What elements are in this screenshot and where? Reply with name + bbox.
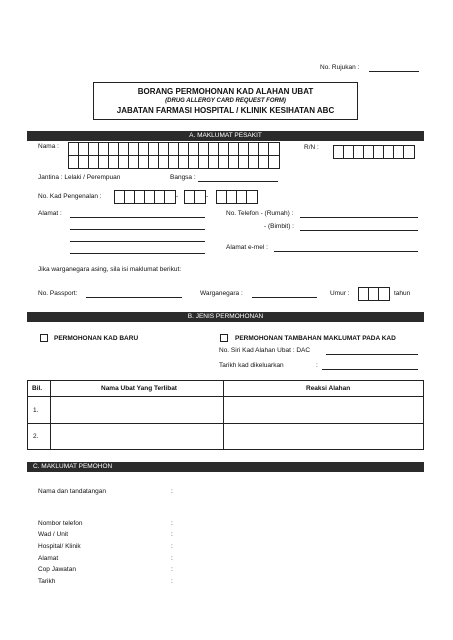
char-box[interactable] <box>269 143 279 155</box>
card-issued-field[interactable] <box>322 369 418 370</box>
form-title: BORANG PERMOHONAN KAD ALAHAN UBAT <box>137 87 314 96</box>
table-row-1-number: 1. <box>33 407 39 414</box>
char-box[interactable] <box>169 156 179 168</box>
char-box[interactable] <box>227 191 237 203</box>
table-row-2-reaction-cell[interactable] <box>224 424 423 449</box>
char-box[interactable] <box>189 156 199 168</box>
ic-label: No. Kad Pengenalan : <box>38 193 102 200</box>
char-box[interactable] <box>145 191 155 203</box>
reference-number-label: No. Rujukan : <box>320 64 360 71</box>
applicant-stamp-label: Cop Jawatan <box>38 566 76 573</box>
card-issued-colon: : <box>316 362 318 369</box>
section-a-header <box>27 131 424 141</box>
char-box[interactable] <box>79 143 89 155</box>
applicant-address-colon: : <box>171 555 173 562</box>
passport-field[interactable] <box>86 297 182 298</box>
char-box[interactable] <box>125 191 135 203</box>
tel-rumah-field[interactable] <box>300 217 418 218</box>
char-box[interactable] <box>69 143 79 155</box>
char-box[interactable] <box>99 143 109 155</box>
char-box[interactable] <box>89 143 99 155</box>
warganegara-label: Warganegara : <box>200 290 243 297</box>
char-box[interactable] <box>269 156 279 168</box>
alamat-label: Alamat : <box>38 210 62 217</box>
email-label: Alamat e-mel : <box>226 244 268 251</box>
nama-boxes-row-2[interactable] <box>68 155 280 169</box>
table-row-1-drug-cell[interactable] <box>51 397 223 423</box>
char-box[interactable] <box>129 143 139 155</box>
applicant-date-colon: : <box>171 578 173 585</box>
table-header-reaction: Reaksi Alahan <box>306 385 351 392</box>
char-box[interactable] <box>239 156 249 168</box>
table-row-2-number: 2. <box>33 433 39 440</box>
umur-boxes[interactable] <box>358 287 390 301</box>
char-box[interactable] <box>155 191 165 203</box>
char-box[interactable] <box>149 156 159 168</box>
char-box[interactable] <box>149 143 159 155</box>
char-box[interactable] <box>217 191 227 203</box>
rn-label: R/N : <box>304 144 319 151</box>
char-box[interactable] <box>69 156 79 168</box>
char-box[interactable] <box>195 191 205 203</box>
char-box[interactable] <box>119 156 129 168</box>
tel-rumah-label: No. Telefon - (Rumah) : <box>226 210 294 217</box>
char-box[interactable] <box>159 143 169 155</box>
ic-dash-2: - <box>206 193 209 200</box>
char-box[interactable] <box>119 143 129 155</box>
jantina-label: Jantina : Lelaki / Perempuan <box>38 174 121 181</box>
char-box[interactable] <box>344 146 354 158</box>
reference-number-field[interactable] <box>369 71 419 72</box>
section-b-header <box>27 312 424 322</box>
additional-info-checkbox[interactable] <box>220 334 228 342</box>
char-box[interactable] <box>239 143 249 155</box>
drug-allergy-table <box>27 380 424 450</box>
card-issued-label: Tarikh kad dikeluarkan <box>219 362 284 369</box>
char-box[interactable] <box>189 143 199 155</box>
alamat-line-3[interactable] <box>70 241 205 242</box>
char-box[interactable] <box>159 156 169 168</box>
ic-boxes-part-2[interactable] <box>184 190 209 204</box>
char-box[interactable] <box>384 146 394 158</box>
char-box[interactable] <box>229 156 239 168</box>
nama-label: Nama : <box>38 143 59 150</box>
char-box[interactable] <box>237 191 247 203</box>
tahun-label: tahun <box>394 290 411 297</box>
char-box[interactable] <box>259 156 269 168</box>
char-box[interactable] <box>379 288 389 300</box>
section-b-title: B. JENIS PERMOHONAN <box>187 313 264 320</box>
applicant-name-label: Nama dan tandatangan <box>38 488 106 495</box>
char-box[interactable] <box>209 156 219 168</box>
table-row-1-reaction-cell[interactable] <box>224 397 423 423</box>
section-c-title: C. MAKLUMAT PEMOHON <box>33 463 113 470</box>
section-a-title: A. MAKLUMAT PESAKIT <box>189 132 262 139</box>
char-box[interactable] <box>229 143 239 155</box>
tel-bimbit-field[interactable] <box>300 230 418 231</box>
ic-dash-1: - <box>176 193 179 200</box>
char-box[interactable] <box>199 156 209 168</box>
foreign-note: Jika warganegara asing, sila isi maklumat berikut: <box>38 266 182 273</box>
char-box[interactable] <box>115 191 125 203</box>
applicant-ward-label: Wad / Unit <box>38 531 69 538</box>
rn-boxes[interactable] <box>333 145 415 159</box>
warganegara-field[interactable] <box>252 297 317 298</box>
additional-info-label: PERMOHONAN TAMBAHAN MAKLUMAT PADA KAD <box>235 335 396 342</box>
char-box[interactable] <box>179 156 189 168</box>
new-card-checkbox[interactable] <box>40 334 48 342</box>
char-box[interactable] <box>247 191 257 203</box>
char-box[interactable] <box>139 156 149 168</box>
table-header-bil: Bil. <box>32 385 43 392</box>
nama-boxes-row-1[interactable] <box>68 142 280 156</box>
card-serial-label: No. Siri Kad Alahan Ubat : DAC <box>219 347 311 354</box>
char-box[interactable] <box>374 146 384 158</box>
char-box[interactable] <box>169 143 179 155</box>
char-box[interactable] <box>369 288 379 300</box>
applicant-date-label: Tarikh <box>38 578 56 585</box>
section-c-header <box>27 462 424 472</box>
umur-label: Umur : <box>330 290 350 297</box>
applicant-phone-colon: : <box>171 520 173 527</box>
passport-label: No. Passport: <box>38 290 78 297</box>
applicant-hospital-label: Hospital/ Klinik <box>38 543 81 550</box>
char-box[interactable] <box>334 146 344 158</box>
applicant-hospital-colon: : <box>171 543 173 550</box>
char-box[interactable] <box>404 146 414 158</box>
title-box <box>93 82 358 120</box>
char-box[interactable] <box>129 156 139 168</box>
applicant-name-colon: : <box>171 488 173 495</box>
form-organisation: JABATAN FARMASI HOSPITAL / KLINIK KESIHATAN ABC <box>116 106 335 115</box>
char-box[interactable] <box>185 191 195 203</box>
char-box[interactable] <box>199 143 209 155</box>
alamat-line-1[interactable] <box>70 217 205 218</box>
char-box[interactable] <box>354 146 364 158</box>
char-box[interactable] <box>364 146 374 158</box>
table-row-2-drug-cell[interactable] <box>51 424 223 449</box>
form-title-english: (DRUG ALLERGY CARD REQUEST FORM) <box>165 98 286 104</box>
char-box[interactable] <box>89 156 99 168</box>
email-field[interactable] <box>274 251 418 252</box>
applicant-address-label: Alamat <box>38 555 59 562</box>
char-box[interactable] <box>209 143 219 155</box>
applicant-phone-label: Nombor telefon <box>38 520 83 527</box>
char-box[interactable] <box>394 146 404 158</box>
char-box[interactable] <box>249 143 259 155</box>
char-box[interactable] <box>135 191 145 203</box>
new-card-label: PERMOHONAN KAD BARU <box>54 335 139 342</box>
char-box[interactable] <box>165 191 175 203</box>
ic-boxes-part-1[interactable] <box>114 190 179 204</box>
card-serial-field[interactable] <box>326 354 418 355</box>
char-box[interactable] <box>219 143 229 155</box>
char-box[interactable] <box>139 143 149 155</box>
applicant-stamp-colon: : <box>171 566 173 573</box>
bangsa-field[interactable] <box>198 181 278 182</box>
table-header-drug: Nama Ubat Yang Terlibat <box>101 385 177 392</box>
char-box[interactable] <box>219 156 229 168</box>
char-box[interactable] <box>99 156 109 168</box>
alamat-line-4[interactable] <box>70 253 205 254</box>
char-box[interactable] <box>109 143 119 155</box>
tel-bimbit-label: - (Bimbit) : <box>264 223 294 230</box>
char-box[interactable] <box>79 156 89 168</box>
char-box[interactable] <box>179 143 189 155</box>
alamat-line-2[interactable] <box>70 229 205 230</box>
char-box[interactable] <box>109 156 119 168</box>
char-box[interactable] <box>249 156 259 168</box>
char-box[interactable] <box>259 143 269 155</box>
applicant-ward-colon: : <box>171 531 173 538</box>
char-box[interactable] <box>359 288 369 300</box>
bangsa-label: Bangsa : <box>170 174 196 181</box>
ic-boxes-part-3[interactable] <box>216 190 258 204</box>
